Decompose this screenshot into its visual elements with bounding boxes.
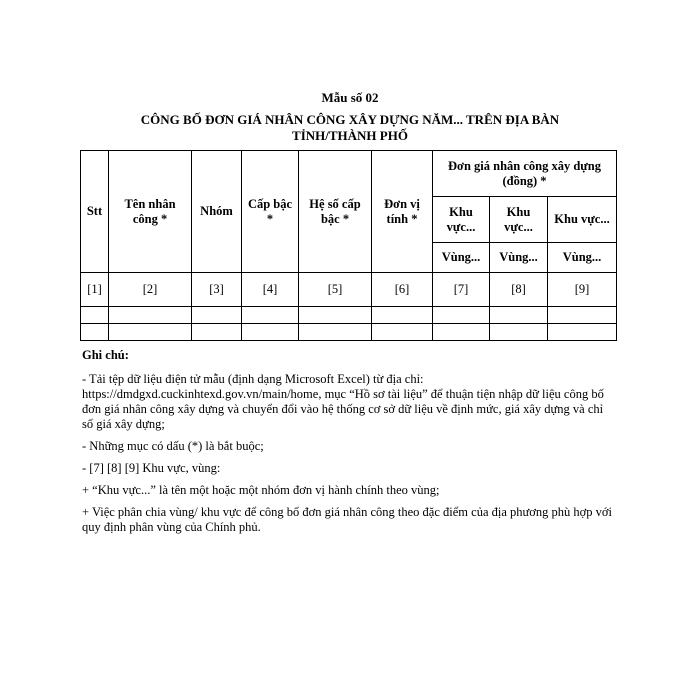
labor-price-table [80, 150, 617, 341]
table-cell [242, 307, 299, 324]
table-cell [192, 324, 242, 341]
table-cell [81, 324, 109, 341]
header-group: Nhóm [192, 151, 242, 273]
notes-title: Ghi chú: [82, 348, 129, 362]
header-zone-1: Vùng... [433, 243, 490, 273]
table-cell [490, 324, 548, 341]
table-cell [109, 307, 192, 324]
header-unit-price-group: Đơn giá nhân công xây dựng (đồng) * [433, 151, 617, 197]
index-cell: [4] [242, 273, 299, 307]
header-area-1: Khu vực... [433, 197, 490, 243]
index-row [81, 273, 617, 307]
header-unit: Đơn vị tính * [372, 151, 433, 273]
index-cell: [1] [81, 273, 109, 307]
header-zone-2: Vùng... [490, 243, 548, 273]
note-item: - Những mục có dấu (*) là bắt buộc; [82, 439, 264, 453]
header-worker-name: Tên nhân công * [109, 151, 192, 273]
header-row-1 [81, 151, 617, 197]
table-row [81, 324, 617, 341]
table-cell [548, 307, 617, 324]
header-zone-3: Vùng... [548, 243, 617, 273]
table-row [81, 307, 617, 324]
document-title: CÔNG BỐ ĐƠN GIÁ NHÂN CÔNG XÂY DỰNG NĂM... TRÊN ĐỊA BÀN TỈNH/THÀNH PHỐ [140, 112, 560, 143]
table-cell [490, 307, 548, 324]
index-cell: [8] [490, 273, 548, 307]
table-cell [372, 324, 433, 341]
note-item: - Tải tệp dữ liệu điện tử mẫu (định dạng Microsoft Excel) từ địa chỉ: https://dmdgxd.cuckinhtexd.gov.vn/main/home, mục “Hồ sơ tài liệu” để thuận tiện nhập dữ liệu công bố đơn giá nhân công xây dựng và chuyển đổi vào hệ thống cơ sở dữ liệu về định mức, giá xây dựng và chỉ số giá xây dựng; [82, 372, 604, 431]
table-cell [433, 324, 490, 341]
table-cell [109, 324, 192, 341]
table-cell [299, 324, 372, 341]
note-item: - [7] [8] [9] Khu vực, vùng: [82, 461, 221, 475]
header-area-2: Khu vực... [490, 197, 548, 243]
note-item: + “Khu vực...” là tên một hoặc một nhóm đơn vị hành chính theo vùng; [82, 483, 440, 497]
index-cell: [5] [299, 273, 372, 307]
index-cell: [6] [372, 273, 433, 307]
note-item: + Việc phân chia vùng/ khu vực để công bố đơn giá nhân công theo đặc điểm của địa phương phù hợp với quy định phân vùng của Chính phủ. [82, 505, 612, 534]
header-grade-coefficient: Hệ số cấp bậc * [299, 151, 372, 273]
index-cell: [7] [433, 273, 490, 307]
table-cell [192, 307, 242, 324]
table-cell [433, 307, 490, 324]
table-cell [81, 307, 109, 324]
table-cell [242, 324, 299, 341]
notes-section [82, 348, 617, 542]
table-cell [299, 307, 372, 324]
table-cell [548, 324, 617, 341]
header-stt: Stt [81, 151, 109, 273]
header-grade: Cấp bậc * [242, 151, 299, 273]
header-area-3: Khu vực... [548, 197, 617, 243]
index-cell: [3] [192, 273, 242, 307]
index-cell: [9] [548, 273, 617, 307]
form-number: Mẫu số 02 [321, 90, 379, 105]
index-cell: [2] [109, 273, 192, 307]
table-cell [372, 307, 433, 324]
